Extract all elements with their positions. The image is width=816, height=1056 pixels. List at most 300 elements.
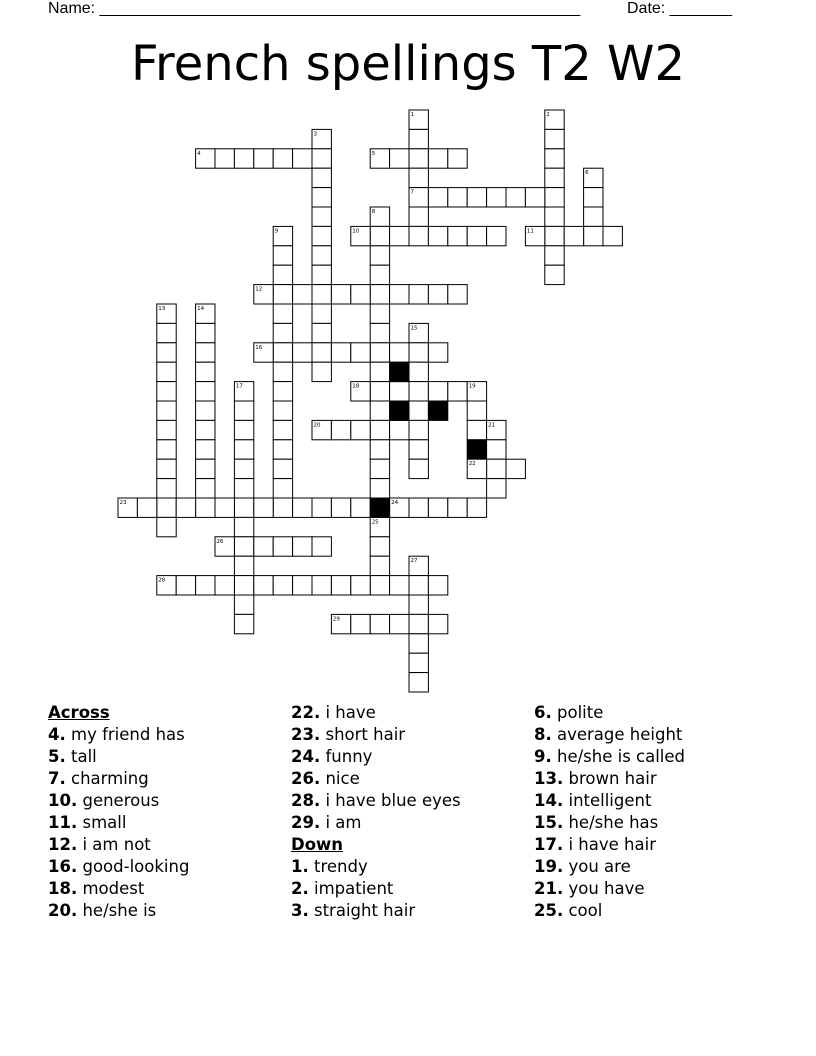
grid-cell[interactable]: [467, 420, 486, 439]
grid-cell[interactable]: [545, 246, 564, 265]
clue-number: 3.: [291, 901, 309, 920]
grid-cell[interactable]: [312, 304, 331, 323]
grid-cell[interactable]: [467, 498, 486, 517]
grid-cell[interactable]: [273, 420, 292, 439]
down-clue: [534, 724, 774, 746]
down-clue: [534, 702, 774, 724]
clue-number-label: 1: [410, 112, 414, 118]
grid-cell[interactable]: [215, 576, 234, 595]
grid-cell[interactable]: [487, 479, 506, 498]
grid-cell[interactable]: [390, 420, 409, 439]
clue-number-label: 18: [352, 383, 360, 390]
down-clue: [291, 900, 521, 922]
grid-cell[interactable]: [428, 614, 447, 633]
across-clue: [291, 724, 521, 746]
grid-cell[interactable]: [564, 226, 583, 245]
grid-cell[interactable]: [196, 343, 215, 362]
grid-cell[interactable]: [409, 459, 428, 478]
down-clue: [534, 768, 774, 790]
grid-cell[interactable]: [409, 420, 428, 439]
grid-cell[interactable]: [312, 207, 331, 226]
down-clue: [534, 790, 774, 812]
grid-cell[interactable]: [409, 382, 428, 401]
clue-text: good-looking: [77, 857, 190, 876]
grid-cell[interactable]: [293, 149, 312, 168]
clue-number: 15.: [534, 813, 564, 832]
grid-cell[interactable]: [428, 576, 447, 595]
grid-cell[interactable]: [312, 149, 331, 168]
clues-column-2: [291, 702, 521, 922]
grid-cell[interactable]: [157, 343, 176, 362]
grid-cell[interactable]: [409, 653, 428, 672]
clue-text: modest: [77, 879, 145, 898]
grid-cell[interactable]: [370, 556, 389, 575]
black-cell: [390, 362, 409, 381]
grid-cell[interactable]: [409, 401, 428, 420]
grid-cell[interactable]: [157, 420, 176, 439]
clue-text: tall: [65, 747, 97, 766]
grid-cell[interactable]: [234, 614, 253, 633]
grid-cell[interactable]: [370, 362, 389, 381]
clue-number-label: 22: [468, 461, 476, 468]
across-clue: [291, 768, 521, 790]
across-clue: [48, 746, 278, 768]
grid-cell[interactable]: [234, 556, 253, 575]
name-label: Name:: [48, 0, 96, 17]
across-clue: [48, 790, 278, 812]
down-heading: Down: [291, 835, 344, 854]
grid-cell[interactable]: [370, 343, 389, 362]
grid-cell[interactable]: [409, 129, 428, 148]
clue-text: brown hair: [563, 769, 657, 788]
grid-cell[interactable]: [312, 246, 331, 265]
grid-cell[interactable]: [370, 614, 389, 633]
grid-cell[interactable]: [409, 285, 428, 304]
grid-cell[interactable]: [390, 226, 409, 245]
clue-number: 20.: [48, 901, 78, 920]
clue-number: 5.: [48, 747, 66, 766]
clue-text: he/she has: [563, 813, 659, 832]
grid-cell[interactable]: [273, 479, 292, 498]
grid-cell[interactable]: [215, 149, 234, 168]
grid-cell[interactable]: [390, 382, 409, 401]
grid-cell[interactable]: [409, 498, 428, 517]
grid-cell[interactable]: [448, 285, 467, 304]
black-cell: [428, 401, 447, 420]
grid-cell[interactable]: [428, 285, 447, 304]
grid-cell[interactable]: [157, 401, 176, 420]
clue-number: 23.: [291, 725, 321, 744]
clue-number-label: 26: [216, 538, 224, 545]
clue-number-label: 7: [410, 189, 414, 196]
clue-number: 19.: [534, 857, 564, 876]
grid-cell[interactable]: [390, 343, 409, 362]
grid-cell[interactable]: [196, 382, 215, 401]
clue-number-label: 12: [255, 286, 263, 293]
down-clue: [534, 746, 774, 768]
clue-text: i am: [320, 813, 362, 832]
grid-cell[interactable]: [409, 207, 428, 226]
grid-cell[interactable]: [545, 168, 564, 187]
across-clue: [48, 878, 278, 900]
grid-cell[interactable]: [370, 265, 389, 284]
black-cell: [370, 498, 389, 517]
grid-cell[interactable]: [525, 188, 544, 207]
grid-cell[interactable]: [196, 479, 215, 498]
grid-cell[interactable]: [312, 265, 331, 284]
grid-cell[interactable]: [196, 576, 215, 595]
grid-cell[interactable]: [351, 498, 370, 517]
grid-cell[interactable]: [584, 207, 603, 226]
grid-cell[interactable]: [273, 362, 292, 381]
clue-number-label: 9: [274, 228, 279, 235]
grid-cell[interactable]: [312, 226, 331, 245]
grid-cell[interactable]: [234, 537, 253, 556]
clue-number: 21.: [534, 879, 564, 898]
clue-text: i have: [320, 703, 376, 722]
clue-text: my friend has: [65, 725, 185, 744]
grid-cell[interactable]: [351, 614, 370, 633]
clue-number: 12.: [48, 835, 78, 854]
clue-text: he/she is: [77, 901, 157, 920]
grid-cell[interactable]: [409, 634, 428, 653]
across-clue: [291, 702, 521, 724]
down-clue: [534, 878, 774, 900]
grid-cell[interactable]: [370, 440, 389, 459]
clue-text: generous: [77, 791, 160, 810]
grid-cell[interactable]: [293, 285, 312, 304]
grid-cell[interactable]: [448, 382, 467, 401]
grid-cell[interactable]: [409, 614, 428, 633]
grid-cell[interactable]: [312, 362, 331, 381]
grid-cell[interactable]: [370, 323, 389, 342]
grid-cell[interactable]: [273, 343, 292, 362]
grid-cell[interactable]: [312, 168, 331, 187]
grid-cell[interactable]: [487, 440, 506, 459]
grid-cell[interactable]: [273, 576, 292, 595]
grid-cell[interactable]: [196, 420, 215, 439]
clue-text: polite: [551, 703, 604, 722]
grid-cell[interactable]: [448, 149, 467, 168]
grid-cell[interactable]: [370, 576, 389, 595]
clue-number-label: 5: [371, 150, 376, 157]
grid-cell[interactable]: [370, 246, 389, 265]
grid-cell[interactable]: [157, 459, 176, 478]
grid-cell[interactable]: [254, 149, 273, 168]
clue-number-label: 8: [371, 209, 376, 215]
grid-cell[interactable]: [409, 673, 428, 692]
grid-cell[interactable]: [234, 149, 253, 168]
clue-number-label: 28: [158, 577, 166, 584]
grid-cell[interactable]: [273, 304, 292, 323]
grid-cell[interactable]: [428, 498, 447, 517]
grid-cell[interactable]: [273, 265, 292, 284]
black-cell: [467, 440, 486, 459]
across-clue: [48, 724, 278, 746]
clue-text: i have hair: [563, 835, 656, 854]
clue-number: 16.: [48, 857, 78, 876]
clue-number-label: 23: [119, 500, 127, 506]
grid-cell[interactable]: [196, 401, 215, 420]
grid-cell[interactable]: [331, 498, 350, 517]
grid-cell[interactable]: [409, 595, 428, 614]
clue-text: charming: [65, 769, 149, 788]
across-clue: [48, 900, 278, 922]
clue-number-label: 14: [197, 306, 205, 312]
down-clue: [534, 834, 774, 856]
clue-text: small: [77, 813, 127, 832]
grid-cell[interactable]: [196, 440, 215, 459]
grid-cell[interactable]: [312, 323, 331, 342]
clue-text: short hair: [320, 725, 406, 744]
clue-text: he/she is called: [551, 747, 686, 766]
grid-cell[interactable]: [273, 459, 292, 478]
across-clue: [291, 812, 521, 834]
grid-cell[interactable]: [506, 188, 525, 207]
grid-cell[interactable]: [273, 440, 292, 459]
grid-cell[interactable]: [467, 401, 486, 420]
clues-column-1: [48, 702, 278, 922]
grid-cell[interactable]: [584, 188, 603, 207]
clue-number-label: 27: [410, 558, 418, 565]
clue-number-label: 29: [332, 616, 340, 623]
clues-column-3: [534, 702, 774, 922]
clue-number-label: 10: [352, 228, 360, 235]
grid-cell[interactable]: [157, 498, 176, 517]
clue-text: nice: [320, 769, 360, 788]
grid-cell[interactable]: [331, 343, 350, 362]
clue-number-label: 2: [546, 112, 550, 118]
grid-cell[interactable]: [370, 382, 389, 401]
grid-cell[interactable]: [176, 576, 195, 595]
grid-cell[interactable]: [312, 537, 331, 556]
grid-cell[interactable]: [409, 343, 428, 362]
grid-cell[interactable]: [137, 498, 156, 517]
grid-cell[interactable]: [254, 537, 273, 556]
grid-cell[interactable]: [312, 576, 331, 595]
grid-cell[interactable]: [234, 459, 253, 478]
grid-cell[interactable]: [157, 323, 176, 342]
name-line: ______________________________________________________: [99, 0, 581, 17]
grid-cell[interactable]: [467, 226, 486, 245]
clue-number-label: 24: [391, 500, 399, 506]
grid-cell[interactable]: [157, 362, 176, 381]
grid-cell[interactable]: [157, 479, 176, 498]
clue-number: 25.: [534, 901, 564, 920]
clue-text: you have: [563, 879, 645, 898]
grid-cell[interactable]: [545, 265, 564, 284]
grid-cell[interactable]: [487, 188, 506, 207]
grid-cell[interactable]: [254, 498, 273, 517]
grid-cell[interactable]: [273, 285, 292, 304]
clue-number-label: 16: [255, 344, 263, 351]
clue-number-label: 15: [410, 325, 418, 332]
clue-number: 29.: [291, 813, 321, 832]
clue-text: i have blue eyes: [320, 791, 461, 810]
grid-cell[interactable]: [331, 420, 350, 439]
clue-number: 6.: [534, 703, 552, 722]
grid-cell[interactable]: [370, 420, 389, 439]
down-clue: [534, 812, 774, 834]
grid-cell[interactable]: [428, 188, 447, 207]
clue-number: 26.: [291, 769, 321, 788]
clue-text: straight hair: [308, 901, 416, 920]
grid-cell[interactable]: [351, 576, 370, 595]
clue-number: 9.: [534, 747, 552, 766]
across-clue: [48, 768, 278, 790]
grid-cell[interactable]: [448, 188, 467, 207]
grid-cell[interactable]: [196, 362, 215, 381]
grid-cell[interactable]: [370, 537, 389, 556]
grid-cell[interactable]: [545, 207, 564, 226]
grid-cell[interactable]: [487, 459, 506, 478]
grid-cell[interactable]: [312, 343, 331, 362]
grid-cell[interactable]: [409, 226, 428, 245]
clue-number-label: 17: [235, 383, 243, 390]
clue-number: 24.: [291, 747, 321, 766]
grid-cell[interactable]: [370, 459, 389, 478]
grid-cell[interactable]: [273, 323, 292, 342]
clue-number-label: 20: [313, 422, 321, 429]
clue-number-label: 21: [488, 422, 496, 429]
grid-cell[interactable]: [157, 382, 176, 401]
grid-cell[interactable]: [545, 188, 564, 207]
clue-text: intelligent: [563, 791, 652, 810]
grid-cell[interactable]: [293, 343, 312, 362]
grid-cell[interactable]: [351, 343, 370, 362]
grid-cell[interactable]: [409, 168, 428, 187]
clue-number-label: 6: [585, 170, 589, 177]
clue-text: trendy: [308, 857, 368, 876]
across-clue: [48, 834, 278, 856]
grid-cell[interactable]: [428, 226, 447, 245]
grid-cell[interactable]: [254, 576, 273, 595]
grid-cell[interactable]: [428, 382, 447, 401]
clue-number-label: 4: [197, 150, 201, 157]
grid-cell[interactable]: [487, 226, 506, 245]
grid-cell[interactable]: [545, 226, 564, 245]
grid-cell[interactable]: [234, 595, 253, 614]
grid-cell[interactable]: [331, 576, 350, 595]
grid-cell[interactable]: [215, 498, 234, 517]
clue-number: 14.: [534, 791, 564, 810]
grid-cell[interactable]: [273, 382, 292, 401]
down-clue: [291, 856, 521, 878]
grid-cell[interactable]: [234, 440, 253, 459]
across-clue: [291, 746, 521, 768]
grid-cell[interactable]: [409, 576, 428, 595]
grid-cell[interactable]: [196, 323, 215, 342]
clue-text: you are: [563, 857, 631, 876]
grid-cell[interactable]: [312, 498, 331, 517]
grid-cell[interactable]: [409, 440, 428, 459]
grid-cell[interactable]: [506, 459, 525, 478]
grid-cell[interactable]: [234, 517, 253, 536]
grid-cell[interactable]: [370, 285, 389, 304]
date-line: _______: [669, 0, 732, 17]
grid-cell[interactable]: [409, 362, 428, 381]
grid-cell[interactable]: [467, 188, 486, 207]
grid-cell[interactable]: [157, 517, 176, 536]
grid-cell[interactable]: [234, 576, 253, 595]
grid-cell[interactable]: [293, 576, 312, 595]
grid-cell[interactable]: [351, 285, 370, 304]
clue-number: 11.: [48, 813, 78, 832]
puzzle-title: French spellings T2 W2: [130, 36, 686, 92]
clue-number-label: 19: [468, 383, 476, 390]
clue-number: 28.: [291, 791, 321, 810]
grid-cell[interactable]: [234, 401, 253, 420]
grid-cell[interactable]: [370, 304, 389, 323]
clue-text: cool: [563, 901, 603, 920]
clue-number: 1.: [291, 857, 309, 876]
grid-cell[interactable]: [409, 149, 428, 168]
grid-cell[interactable]: [428, 343, 447, 362]
clue-number-label: 3: [313, 131, 317, 138]
clue-text: funny: [320, 747, 373, 766]
grid-cell[interactable]: [273, 246, 292, 265]
grid-cell[interactable]: [370, 226, 389, 245]
black-cell: [390, 401, 409, 420]
grid-cell[interactable]: [428, 149, 447, 168]
clue-number: 8.: [534, 725, 552, 744]
grid-cell[interactable]: [312, 188, 331, 207]
grid-cell[interactable]: [293, 498, 312, 517]
grid-cell[interactable]: [351, 420, 370, 439]
grid-cell[interactable]: [157, 440, 176, 459]
grid-cell[interactable]: [448, 498, 467, 517]
grid-cell[interactable]: [273, 401, 292, 420]
across-clue: [48, 856, 278, 878]
down-clue: [534, 856, 774, 878]
grid-cell[interactable]: [196, 498, 215, 517]
grid-cell[interactable]: [196, 459, 215, 478]
grid-cell[interactable]: [370, 479, 389, 498]
date-label: Date:: [627, 0, 666, 17]
grid-cell[interactable]: [234, 479, 253, 498]
clue-number-label: 25: [371, 519, 379, 526]
grid-cell[interactable]: [370, 401, 389, 420]
grid-cell[interactable]: [312, 285, 331, 304]
grid-cell[interactable]: [273, 498, 292, 517]
grid-cell[interactable]: [234, 498, 253, 517]
grid-cell[interactable]: [545, 149, 564, 168]
grid-cell[interactable]: [273, 537, 292, 556]
clue-number: 17.: [534, 835, 564, 854]
grid-cell[interactable]: [603, 226, 622, 245]
grid-cell[interactable]: [390, 285, 409, 304]
grid-cell[interactable]: [273, 149, 292, 168]
clue-number: 18.: [48, 879, 78, 898]
grid-cell[interactable]: [234, 420, 253, 439]
clue-text: i am not: [77, 835, 151, 854]
grid-cell[interactable]: [293, 537, 312, 556]
across-clue: [291, 790, 521, 812]
grid-cell[interactable]: [390, 149, 409, 168]
across-clue: [48, 812, 278, 834]
clue-number: 22.: [291, 703, 321, 722]
clue-number: 4.: [48, 725, 66, 744]
grid-cell[interactable]: [545, 129, 564, 148]
grid-cell[interactable]: [390, 614, 409, 633]
grid-cell[interactable]: [584, 226, 603, 245]
grid-cell[interactable]: [390, 576, 409, 595]
grid-cell[interactable]: [176, 498, 195, 517]
grid-cell[interactable]: [331, 285, 350, 304]
grid-cell[interactable]: [448, 226, 467, 245]
clue-text: impatient: [308, 879, 394, 898]
clue-number-label: 11: [526, 228, 534, 235]
